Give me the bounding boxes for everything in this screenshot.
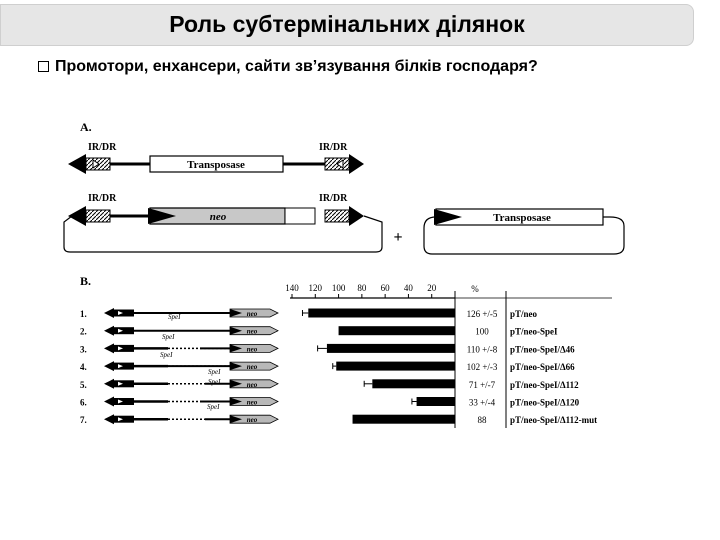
row-number: 4. [80,362,87,373]
spe-site-label: SpeI [162,333,175,341]
row-construct-name: pT/neo-SpeI/Δ112-mut [510,415,598,426]
neo-label: neo [209,211,227,223]
x-tick-label: 140 [285,283,299,293]
bar [353,415,455,424]
construct-row [80,414,597,425]
row-number: 3. [80,344,87,355]
row-value: 33 +/-4 [468,397,496,408]
neo-gene-label: neo [246,416,258,425]
spe-site-label: SpeI [208,368,221,376]
x-tick-label: 60 [380,283,390,293]
ir-arrow-icon [104,379,114,389]
bar [417,397,455,406]
slide-title: Роль субтермінальних ділянок [169,11,525,37]
spe-site-label: SpeI [160,351,173,359]
transposon-top [68,142,364,174]
row-construct-name: pT/neo-SpeI/Δ112 [510,379,579,390]
panel-b-label: B. [80,274,92,288]
neo-gene-label: neo [246,327,258,336]
bar [336,362,455,371]
x-tick-label: 80 [357,283,367,293]
x-tick-label: 20 [427,283,437,293]
row-number: 2. [80,326,87,337]
ir-arrow-icon [104,361,114,371]
ir-arrow-icon [104,326,114,336]
row-value: 102 +/-3 [466,362,498,373]
ir-arrow-icon [104,414,114,424]
row-construct-name: pT/neo [510,309,538,319]
ir-arrow-icon [104,397,114,407]
x-tick-label: 100 [331,283,346,293]
ir-arrow-icon [104,308,114,318]
row-construct-name: pT/neo-SpeI/Δ120 [510,397,580,408]
neo-gene-label: neo [246,363,258,372]
spe-site-label: SpeI [207,403,220,411]
svg-text:IR/DR: IR/DR [88,193,117,204]
neo-gene-label: neo [246,380,258,389]
plus-sign: + [393,229,403,246]
ir-dr-left-label: IR/DR [88,142,117,153]
ir-arrow-icon [104,343,114,353]
bar [339,326,455,335]
row-construct-name: pT/neo-SpeI [510,326,558,337]
spe-site-label: SpeI [208,378,221,386]
row-value: 71 +/-7 [468,379,496,390]
row-number: 1. [80,309,87,319]
row-construct-name: pT/neo-SpeI/Δ66 [510,362,575,373]
spe-site-label: SpeI [168,313,181,321]
ir-dr-right-label: IR/DR [319,142,348,153]
helper-plasmid [424,209,624,254]
helper-transposase-label: Transposase [493,212,551,224]
bar [308,309,455,318]
row-construct-name: pT/neo-SpeI/Δ46 [510,344,575,355]
transposon-neo [64,193,382,252]
row-number: 7. [80,415,87,426]
construct-row [80,361,575,372]
percent-header: % [471,284,479,294]
row-value: 88 [477,415,487,426]
construct-row [80,397,580,408]
neo-gene-label: neo [246,345,258,354]
row-number: 5. [80,379,87,390]
row-value: 126 +/-5 [466,309,498,319]
construct-row [80,379,579,390]
row-value: 110 +/-8 [466,344,498,355]
neo-gene-label: neo [246,398,258,407]
svg-text:IR/DR: IR/DR [319,193,348,204]
bar [372,379,455,388]
neo-gene-label: neo [246,310,258,318]
x-tick-label: 120 [308,283,323,293]
construct-row [80,326,558,337]
x-tick-label: 40 [403,283,413,293]
bullet-text: Промотори, енхансери, сайти зв’язування білків господаря? [55,58,538,75]
ir-right-arrow-icon [349,154,364,174]
transposase-label: Transposase [187,159,245,171]
row-value: 100 [475,326,489,337]
bar [327,344,455,353]
row-number: 6. [80,397,87,408]
panel-a-label: A. [80,120,92,134]
ir-left-arrow-icon [68,154,86,174]
